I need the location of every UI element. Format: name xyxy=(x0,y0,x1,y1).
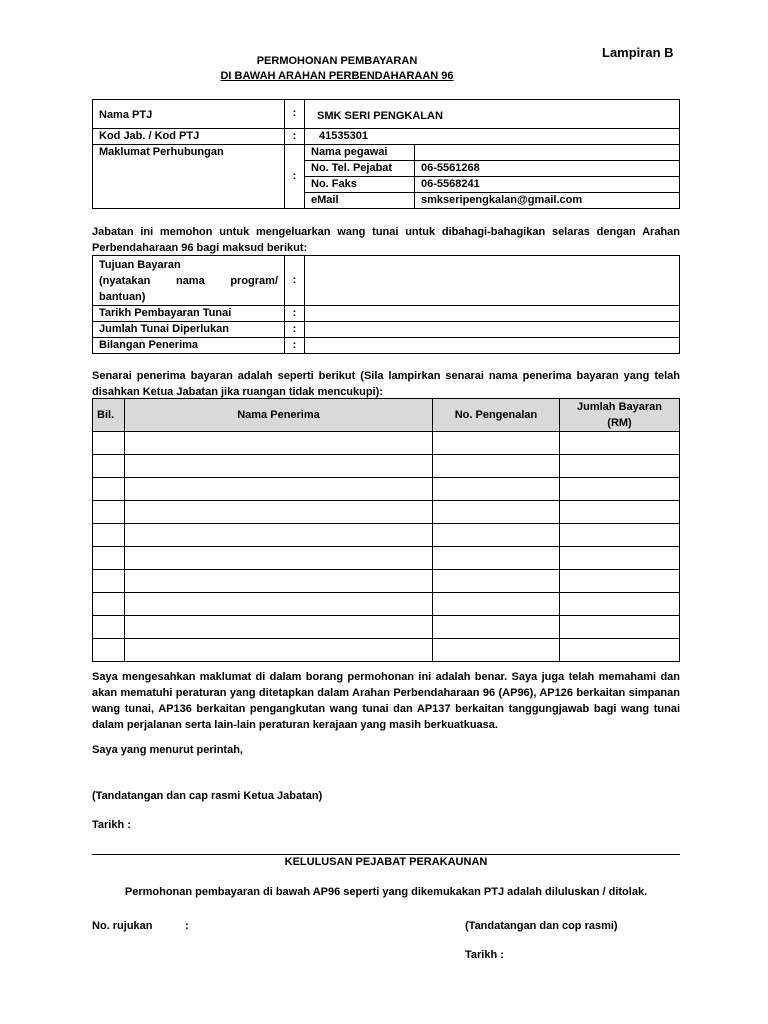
colon: : xyxy=(285,306,305,322)
tujuan-note: (nyatakan nama program/ bantuan) xyxy=(99,275,278,303)
tujuan-label: Tujuan Bayaran xyxy=(99,259,181,271)
colon: : xyxy=(285,256,305,306)
table-row xyxy=(93,639,680,662)
col-jumlah-header: Jumlah Bayaran (RM) xyxy=(560,399,680,432)
table-row xyxy=(93,478,680,501)
colon: : xyxy=(285,338,305,354)
contact-label: No. Faks xyxy=(305,177,415,193)
colon: : xyxy=(185,920,189,932)
divider xyxy=(92,854,680,855)
tujuan-input[interactable] xyxy=(305,256,680,306)
jumlah-tunai-label: Jumlah Tunai Diperlukan xyxy=(93,322,285,338)
colon: : xyxy=(285,145,305,209)
contact-label: No. Tel. Pejabat xyxy=(305,161,415,177)
nama-ptj-value: SMK SERI PENGKALAN xyxy=(305,100,680,129)
recipients-table xyxy=(92,398,680,662)
lampiran-label: Lampiran B xyxy=(602,45,674,60)
colon: : xyxy=(285,129,305,145)
colon: : xyxy=(285,322,305,338)
saya-menurut-perintah: Saya yang menurut perintah, xyxy=(92,744,243,756)
declaration-text: Saya mengesahkan maklumat di dalam borang permohonan ini adalah benar. Saya juga telah memahami dan akan mematuhi peraturan yang ditetapkan dalam Arahan Perbendaharaan 96 (AP96), AP126 berkaitan simpanan wang tunai, AP136 berkaitan pengangkutan wang tunai dan AP137 berkaitan tanggungjawab bagi wang tunai dalam perjalanan serta lain-lain peraturan kerajaan yang masih berkuatkuasa. xyxy=(92,671,680,731)
page-subtitle: DI BAWAH ARAHAN PERBENDAHARAAN 96 xyxy=(220,70,454,82)
contact-value: 06-5568241 xyxy=(415,177,680,193)
col-nama-header: Nama Penerima xyxy=(125,399,433,432)
tarikh-label: Tarikh : xyxy=(92,819,131,831)
col-no-header: No. Pengenalan xyxy=(433,399,560,432)
table-row xyxy=(93,547,680,570)
recipients-text: Senarai penerima bayaran adalah seperti berikut (Sila lampirkan senarai nama penerima bayaran yang telah disahkan Ketua Jabatan jika ruangan tidak mencukupi): xyxy=(92,370,680,398)
col-bil-header: Bil. xyxy=(93,399,125,432)
bilangan-penerima-input[interactable] xyxy=(305,338,680,354)
contact-value: smkseripengkalan@gmail.com xyxy=(415,193,680,209)
contact-value: 06-5561268 xyxy=(415,161,680,177)
kod-value: 41535301 xyxy=(305,129,680,145)
ptj-info-table xyxy=(92,99,680,209)
table-row xyxy=(93,455,680,478)
page-title: PERMOHONAN PEMBAYARAN xyxy=(256,55,418,67)
intro-text: Jabatan ini memohon untuk mengeluarkan wang tunai untuk dibahagi-bahagikan selaras dengan Arahan Perbendaharaan 96 bagi maksud berikut: xyxy=(92,226,680,254)
contact-label: eMail xyxy=(305,193,415,209)
tujuan-cell xyxy=(93,256,285,306)
table-row xyxy=(93,501,680,524)
tarikh-kelulusan-label: Tarikh : xyxy=(465,949,504,961)
tarikh-pembayaran-label: Tarikh Pembayaran Tunai xyxy=(93,306,285,322)
colon: : xyxy=(285,100,305,129)
table-row xyxy=(93,593,680,616)
bilangan-penerima-label: Bilangan Penerima xyxy=(93,338,285,354)
maklumat-label: Maklumat Perhubungan xyxy=(93,145,285,209)
kelulusan-title: KELULUSAN PEJABAT PERAKAUNAN xyxy=(284,856,488,868)
jumlah-tunai-input[interactable] xyxy=(305,322,680,338)
kelulusan-text: Permohonan pembayaran di bawah AP96 seperti yang dikemukakan PTJ adalah diluluskan / ditolak. xyxy=(124,886,648,898)
table-row xyxy=(93,524,680,547)
contact-value xyxy=(415,145,680,161)
nama-ptj-label: Nama PTJ xyxy=(93,100,285,129)
purpose-table xyxy=(92,255,680,354)
tandatangan-ketua-jabatan: (Tandatangan dan cap rasmi Ketua Jabatan) xyxy=(92,790,323,802)
tandatangan-cop-rasmi: (Tandatangan dan cop rasmi) xyxy=(465,920,618,932)
contact-label: Nama pegawai xyxy=(305,145,415,161)
table-row xyxy=(93,570,680,593)
table-row xyxy=(93,432,680,455)
tarikh-pembayaran-input[interactable] xyxy=(305,306,680,322)
table-row xyxy=(93,616,680,639)
no-rujukan-label: No. rujukan xyxy=(92,920,153,932)
kod-label: Kod Jab. / Kod PTJ xyxy=(93,129,285,145)
